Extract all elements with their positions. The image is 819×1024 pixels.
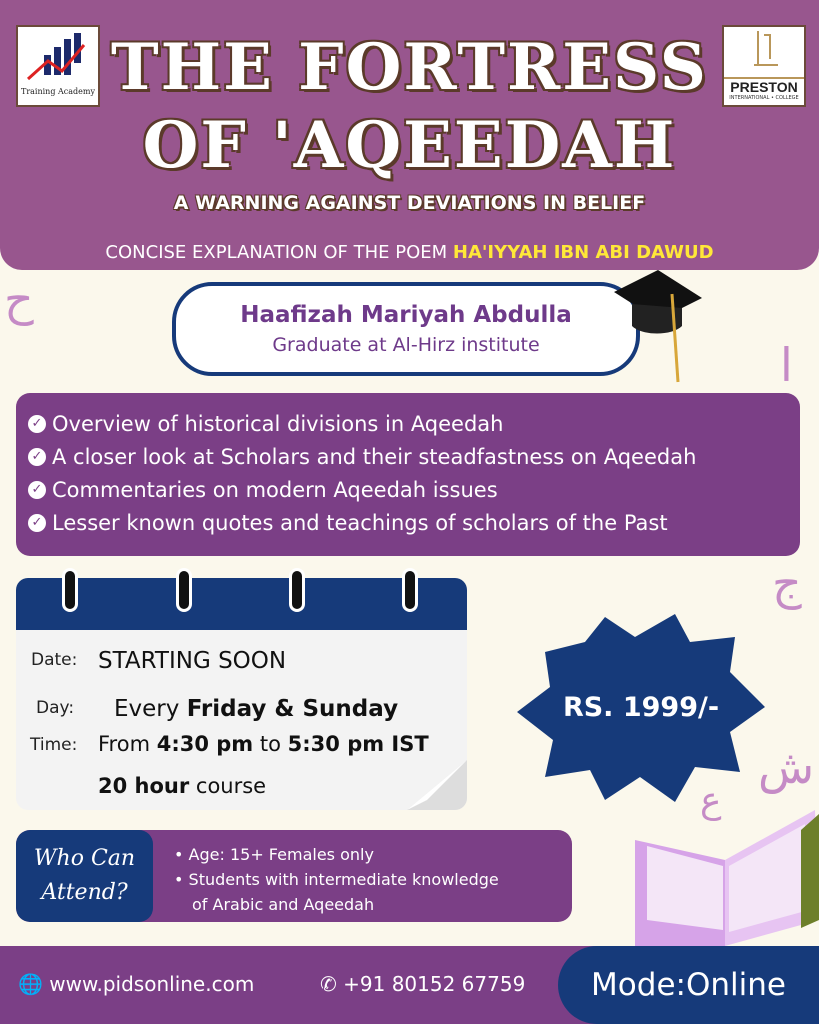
- eligibility-heading: Who Can Attend?: [16, 830, 153, 922]
- date-label: Date:: [31, 650, 78, 670]
- price: RS. 1999/-: [562, 692, 720, 723]
- check-icon: ✓: [28, 415, 46, 433]
- instructor-name: Haafizah Mariyah Abdulla: [240, 302, 572, 328]
- arabic-letter-decor: ج: [772, 556, 802, 610]
- poem-line: [0, 242, 819, 263]
- phone-icon: ✆: [320, 972, 337, 996]
- duration: 20 hour course: [98, 774, 267, 798]
- pids-logo-text: Training Academy: [20, 87, 95, 96]
- subtitle: A WARNING AGAINST DEVIATIONS IN BELIEF: [173, 192, 646, 214]
- poem-prefix: CONCISE EXPLANATION OF THE POEM: [105, 242, 448, 263]
- topic-item: [28, 440, 800, 473]
- preston-name: PRESTON: [724, 77, 804, 95]
- eligibility-list: [174, 842, 499, 917]
- arabic-letter-decor: ا: [780, 338, 793, 392]
- open-book-icon: [625, 800, 819, 946]
- title-line-2: OF 'AQEEDAH: [142, 108, 677, 183]
- calendar-ring: [402, 568, 418, 612]
- topic-text: Lesser known quotes and teachings of scholars of the Past: [52, 510, 668, 535]
- eligibility-item: • Students with intermediate knowledge: [174, 870, 499, 889]
- calendar-header: [16, 578, 467, 630]
- graduation-cap-icon: [610, 262, 706, 392]
- date-value: STARTING SOON: [98, 648, 287, 674]
- calendar-ring: [62, 568, 78, 612]
- globe-icon: 🌐: [18, 972, 43, 996]
- topic-text: Overview of historical divisions in Aqeedah: [52, 411, 504, 436]
- check-icon: ✓: [28, 481, 46, 499]
- time-value: From 4:30 pm to 5:30 pm IST: [98, 732, 429, 756]
- day-label: Day:: [36, 698, 75, 718]
- topic-item: [28, 407, 800, 440]
- title-line-1: THE FORTRESS: [110, 30, 709, 105]
- eligibility-item: of Arabic and Aqeedah: [192, 895, 375, 914]
- topic-text: Commentaries on modern Aqeedah issues: [52, 477, 498, 502]
- arabic-letter-decor: ش: [758, 740, 815, 794]
- eligibility-item: • Age: 15+ Females only: [174, 845, 374, 864]
- topic-text: A closer look at Scholars and their steadfastness on Aqeedah: [52, 444, 697, 469]
- topic-item: [28, 506, 800, 539]
- header-banner: [0, 0, 819, 270]
- schedule-calendar: [16, 578, 467, 810]
- arabic-letter-decor: ح: [4, 272, 34, 326]
- topic-item: [28, 473, 800, 506]
- poem-name: HA'IYYAH IBN ABI DAWUD: [452, 242, 714, 263]
- check-icon: ✓: [28, 514, 46, 532]
- website-link[interactable]: 🌐 www.pidsonline.com: [18, 972, 255, 996]
- phone-link[interactable]: ✆ +91 80152 67759: [320, 972, 526, 996]
- page-curl-icon: [407, 760, 467, 810]
- eligibility-panel: [16, 830, 572, 922]
- calendar-ring: [176, 568, 192, 612]
- check-icon: ✓: [28, 448, 46, 466]
- instructor-credential: Graduate at Al-Hirz institute: [272, 334, 540, 356]
- topics-panel: [16, 393, 800, 556]
- arabic-letter-decor: ع: [700, 780, 722, 821]
- mode-badge: Mode:Online: [558, 946, 819, 1024]
- calendar-ring: [289, 568, 305, 612]
- instructor-card: [172, 282, 640, 376]
- preston-tagline: INTERNATIONAL • COLLEGE: [729, 95, 799, 101]
- day-value: Every Friday & Sunday: [114, 696, 399, 722]
- time-label: Time:: [30, 735, 78, 755]
